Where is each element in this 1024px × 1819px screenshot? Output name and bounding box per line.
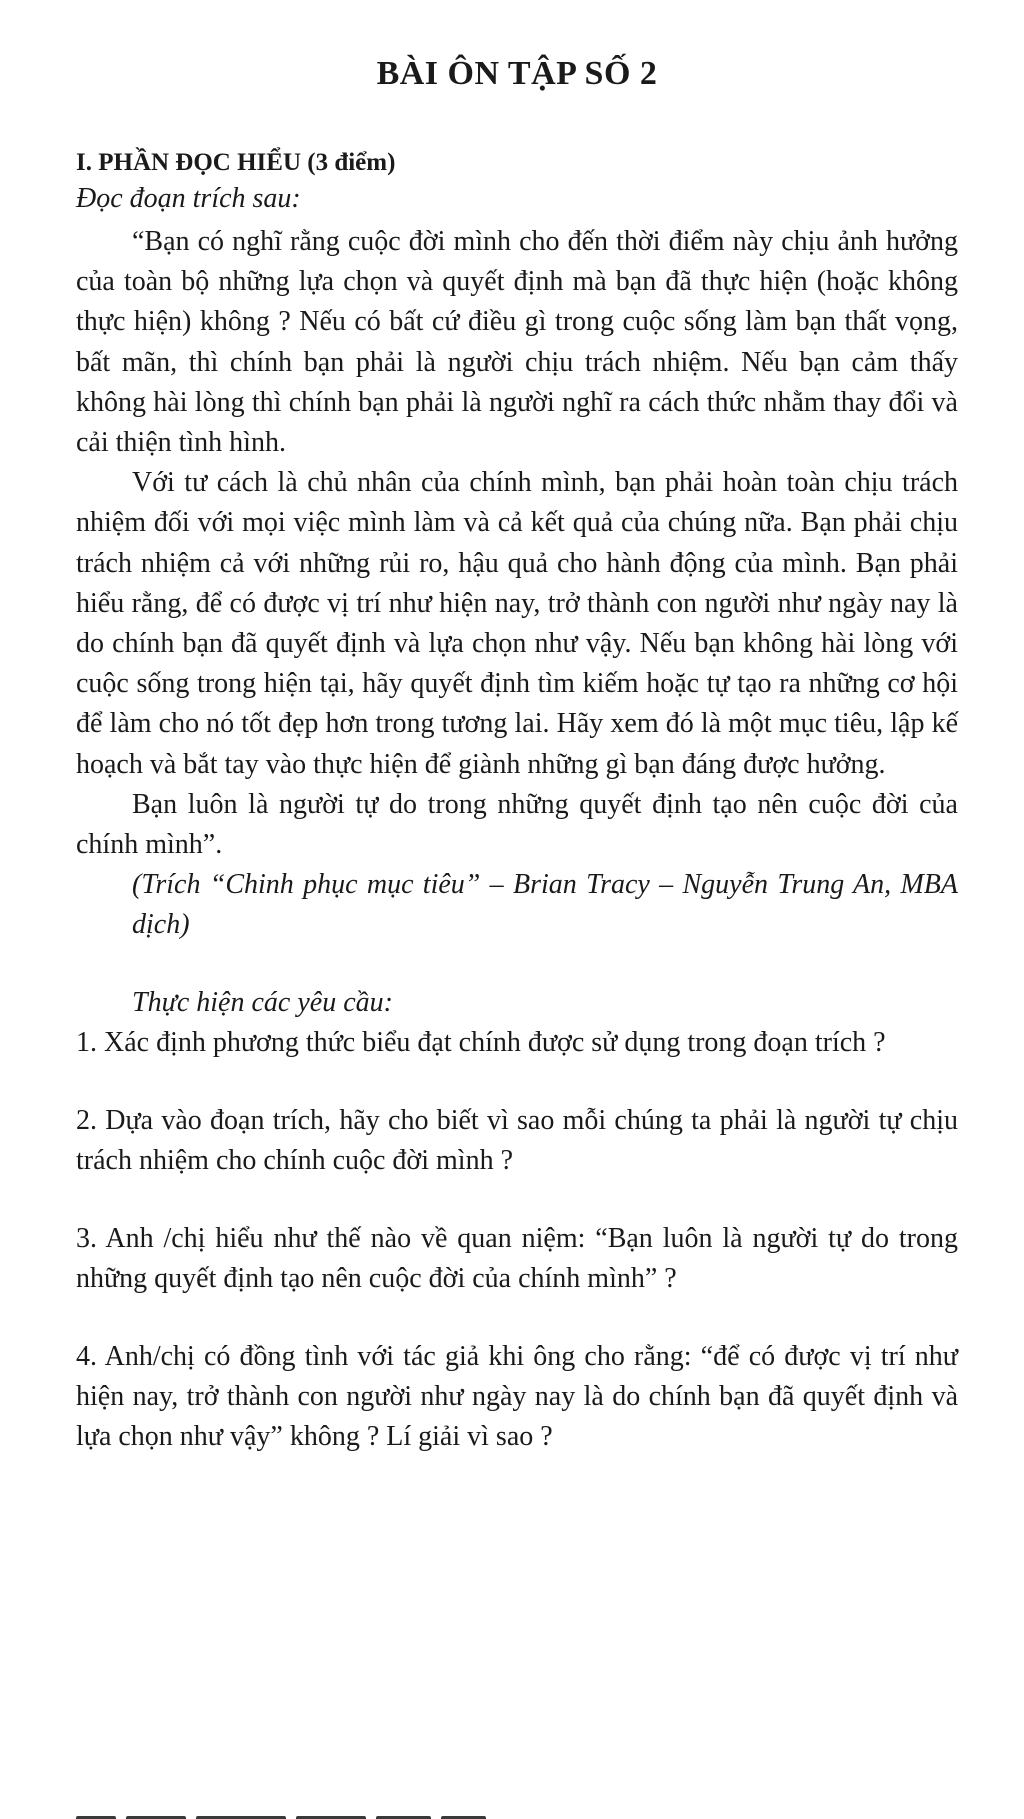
excerpt-paragraph-2: Với tư cách là chủ nhân của chính mình, bạn phải hoàn toàn chịu trách nhiệm đối với mọi việc mình làm và cả kết quả của chúng nữa. Bạn phải chịu trách nhiệm cả với những rủi ro, hậu quả cho hành động của mình. Bạn phải hiểu rằng, để có được vị trí như hiện nay, trở thành con người như ngày nay là do chính bạn đã quyết định và lựa chọn như vậy. Nếu bạn không hài lòng với cuộc sống trong hiện tại, hãy quyết định tìm kiếm hoặc tự tạo ra những cơ hội để làm cho nó tốt đẹp hơn trong tương lai. Hãy xem đó là một mục tiêu, lập kế hoạch và bắt tay vào thực hiện để giành những gì bạn đáng được hưởng. <box>76 467 958 780</box>
excerpt-paragraph-3: Bạn luôn là người tự do trong những quyết định tạo nên cuộc đời của chính mình”. <box>76 788 958 861</box>
reading-instruction: Đọc đoạn trích sau: <box>76 183 301 214</box>
question-1: 1. Xác định phương thức biểu đạt chính được sử dụng trong đoạn trích ? <box>76 1027 886 1059</box>
question-3: 3. Anh /chị hiểu như thế nào về quan niệm: “Bạn luôn là người tự do trong những quyết định tạo nên cuộc đời của chính mình” ? <box>76 1223 958 1295</box>
excerpt-paragraph-1: “Bạn có nghĩ rằng cuộc đời mình cho đến thời điểm này chịu ảnh hưởng của toàn bộ những lựa chọn và quyết định mà bạn đã thực hiện (hoặc không thực hiện) không ? Nếu có bất cứ điều gì trong cuộc sống làm bạn thất vọng, bất mãn, thì chính bạn phải là người chịu trách nhiệm. Nếu bạn cảm thấy không hài lòng thì chính bạn phải là người nghĩ ra cách thức nhằm thay đổi và cải thiện tình hình. <box>76 226 958 459</box>
page-title: BÀI ÔN TẬP SỐ 2 <box>376 55 658 92</box>
excerpt <box>76 222 958 865</box>
cropped-next-section-line <box>76 1809 506 1819</box>
question-4: 4. Anh/chị có đồng tình với tác giả khi ông cho rằng: “để có được vị trí như hiện nay, trở thành con người như ngày nay là do chính bạn đã quyết định và lựa chọn như vậy” không ? Lí giải vì sao ? <box>76 1341 958 1453</box>
requirements-label: Thực hiện các yêu cầu: <box>132 987 393 1019</box>
question-2: 2. Dựa vào đoạn trích, hãy cho biết vì sao mỗi chúng ta phải là người tự chịu trách nhiệm cho chính cuộc đời mình ? <box>76 1105 958 1177</box>
section-heading: I. PHẦN ĐỌC HIỂU (3 điểm) <box>76 149 396 176</box>
question-list <box>76 1023 958 1457</box>
excerpt-source: (Trích “Chinh phục mục tiêu” – Brian Tracy – Nguyễn Trung An, MBA dịch) <box>132 869 958 941</box>
